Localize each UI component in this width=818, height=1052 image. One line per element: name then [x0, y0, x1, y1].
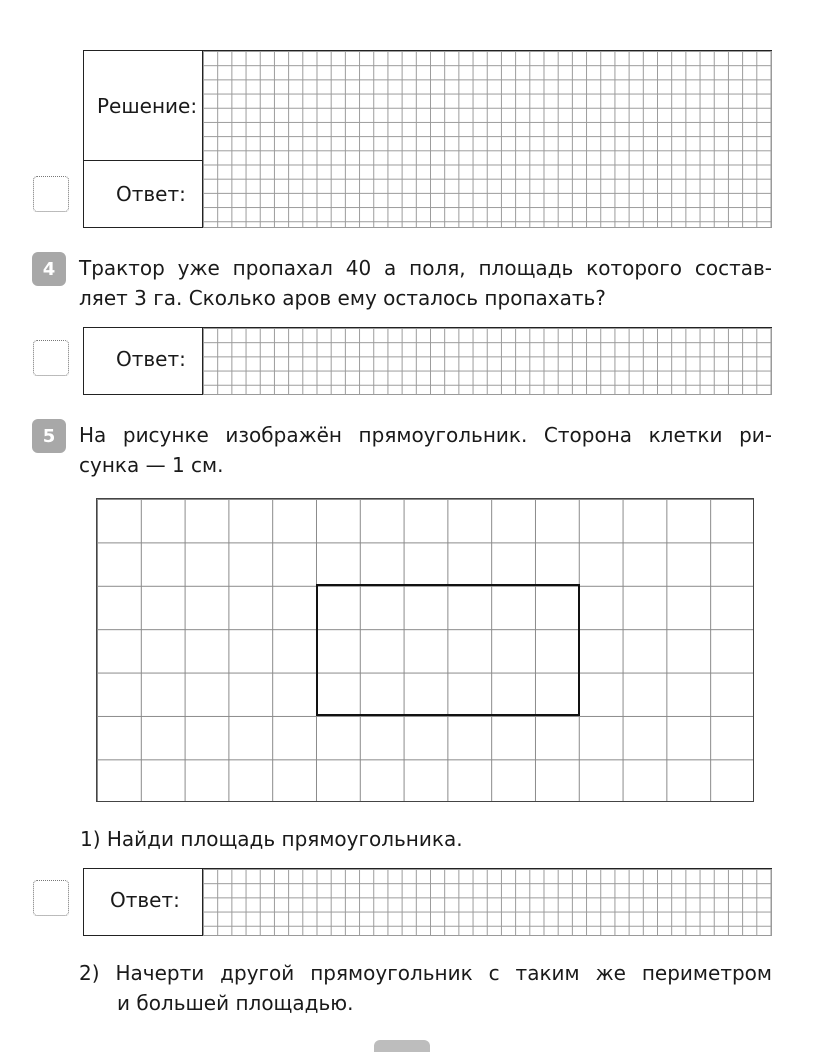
task5-text-line2: сунка — 1 см.	[79, 453, 224, 477]
task-number-badge: 4	[32, 252, 66, 286]
page-number-tab	[374, 1040, 430, 1052]
figure-rectangle	[316, 584, 580, 716]
answer-label-task4: Ответ:	[116, 347, 186, 371]
answer-grid-task5[interactable]	[203, 869, 772, 936]
answer-grid-task4[interactable]	[203, 328, 772, 395]
solution-label: Решение:	[97, 94, 198, 118]
answer-label-task5: Ответ:	[110, 888, 180, 912]
check-box-icon[interactable]	[33, 176, 69, 212]
answer-label-task3: Ответ:	[116, 182, 186, 206]
sub-question-2-line1: 2) Начерти другой прямоугольник с таким же периметром	[79, 961, 772, 985]
solution-divider-horizontal	[83, 160, 203, 161]
solution-grid[interactable]	[203, 51, 772, 228]
task5-text-line1: На рисунке изображён прямоугольник. Сторона клетки ри-	[79, 423, 772, 447]
task-number-badge: 5	[32, 419, 66, 453]
check-box-icon[interactable]	[33, 340, 69, 376]
check-box-icon[interactable]	[33, 880, 69, 916]
sub-question-1: 1) Найди площадь прямоугольника.	[80, 827, 463, 851]
sub-question-2-line2: и большей площадью.	[117, 991, 354, 1015]
task4-text-line1: Трактор уже пропахал 40 а поля, площадь которого состав-	[79, 256, 772, 280]
task4-text-line2: ляет 3 га. Сколько аров ему осталось пропахать?	[79, 286, 606, 310]
